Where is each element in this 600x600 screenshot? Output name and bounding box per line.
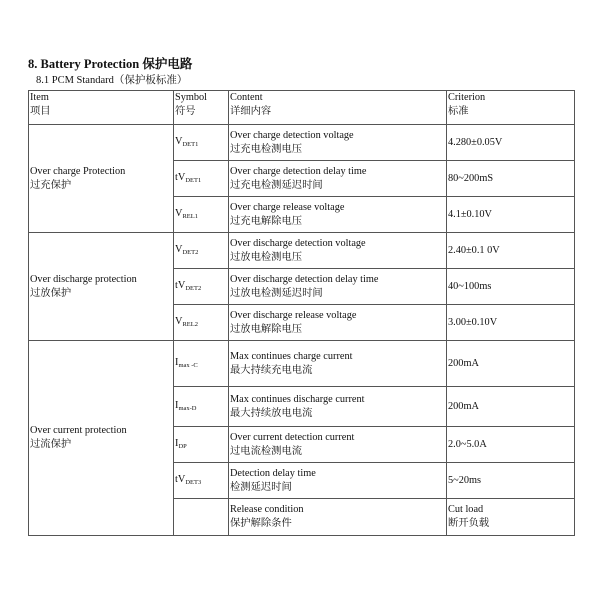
criterion-cell: 2.0~5.0A <box>447 427 575 463</box>
group-item-overcharge: Over charge Protection 过充保护 <box>29 125 174 233</box>
symbol-cell: $V_{DET2}$ <box>174 233 229 269</box>
symbol-cell: $V_{REL1}$ <box>174 197 229 233</box>
criterion-cell: 3.00±0.10V <box>447 305 575 341</box>
content-cell: Over charge release voltage 过充电解除电压 <box>229 197 447 233</box>
header-criterion: Criterion 标准 <box>447 91 575 125</box>
symbol-cell: $I_{max -C}$ <box>174 341 229 387</box>
symbol-cell <box>174 499 229 536</box>
table-row <box>29 233 575 269</box>
content-cell: Over discharge release voltage 过放电解除电压 <box>229 305 447 341</box>
header-item: Item 项目 <box>29 91 174 125</box>
content-cell: Over discharge detection delay time 过放电检测延迟时间 <box>229 269 447 305</box>
symbol-cell: $tV_{DET1}$ <box>174 161 229 197</box>
table-header-row <box>29 91 575 125</box>
subsection-heading: 8.1 PCM Standard（保护板标准） <box>36 75 188 86</box>
criterion-cell: 4.280±0.05V <box>447 125 575 161</box>
content-cell: Max continues charge current 最大持续充电电流 <box>229 341 447 387</box>
content-cell: Detection delay time 检测延迟时间 <box>229 463 447 499</box>
content-cell: Max continues discharge current 最大持续放电电流 <box>229 387 447 427</box>
criterion-cell: 200mA <box>447 341 575 387</box>
symbol-cell: $V_{REL2}$ <box>174 305 229 341</box>
criterion-cell: 200mA <box>447 387 575 427</box>
criterion-cell: 2.40±0.1 0V <box>447 233 575 269</box>
section-heading: 8. Battery Protection 保护电路 <box>28 57 193 71</box>
criterion-cell: Cut load 断开负载 <box>447 499 575 536</box>
pcm-standard-table <box>28 90 575 536</box>
header-content: Content 详细内容 <box>229 91 447 125</box>
symbol-cell: $tV_{DET2}$ <box>174 269 229 305</box>
criterion-cell: 4.1±0.10V <box>447 197 575 233</box>
content-cell: Release condition 保护解除条件 <box>229 499 447 536</box>
table-row <box>29 125 575 161</box>
criterion-cell: 40~100ms <box>447 269 575 305</box>
criterion-cell: 80~200mS <box>447 161 575 197</box>
symbol-cell: $I_{max-D}$ <box>174 387 229 427</box>
content-cell: Over current detection current 过电流检测电流 <box>229 427 447 463</box>
table-row <box>29 341 575 387</box>
symbol-cell: $I_{DP}$ <box>174 427 229 463</box>
symbol-cell: $tV_{DET3}$ <box>174 463 229 499</box>
content-cell: Over charge detection voltage 过充电检测电压 <box>229 125 447 161</box>
criterion-cell: 5~20ms <box>447 463 575 499</box>
content-cell: Over discharge detection voltage 过放电检测电压 <box>229 233 447 269</box>
group-item-overcurrent: Over current protection 过流保护 <box>29 341 174 536</box>
header-symbol: Symbol 符号 <box>174 91 229 125</box>
symbol-cell: $V_{DET1}$ <box>174 125 229 161</box>
group-item-overdischarge: Over discharge protection 过放保护 <box>29 233 174 341</box>
content-cell: Over charge detection delay time 过充电检测延迟时间 <box>229 161 447 197</box>
